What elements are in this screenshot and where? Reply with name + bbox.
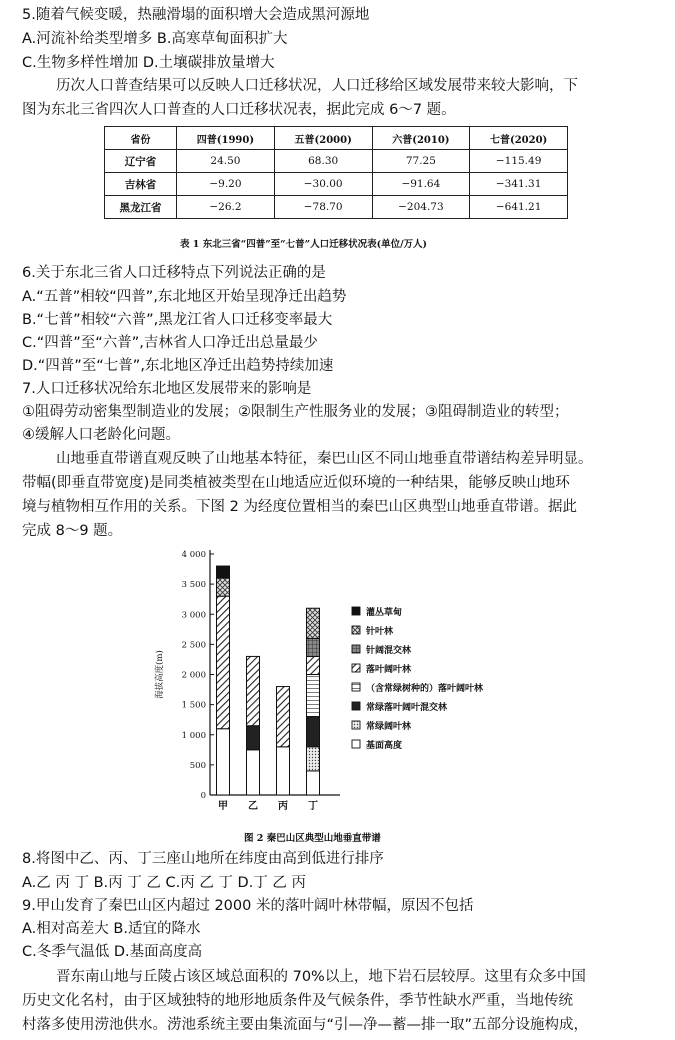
q8-stem: 8.将图中乙、丙、丁三座山地所在纬度由高到低进行排序 <box>22 851 384 867</box>
legend-swatch <box>352 645 360 653</box>
table-row <box>105 150 568 173</box>
bar-segment <box>217 578 230 596</box>
y-tick-label: 3 500 <box>181 580 206 591</box>
legend-label: 基面高度 <box>366 741 403 751</box>
y-axis-title: 海拔高度(m) <box>155 650 165 699</box>
q9-options-ab: A.相对高差大 B.适宜的降水 <box>22 921 201 937</box>
table-header-cell: 七普(2020) <box>470 127 568 150</box>
table-cell: 68.30 <box>274 150 372 173</box>
legend-label: 针叶林 <box>366 627 394 637</box>
table-cell: −204.73 <box>372 196 470 219</box>
intro3-line3: 村落多使用涝池供水。涝池系统主要由集流面与“引—净—蓄—排一取”五部分设施构成， <box>22 1017 589 1033</box>
table-cell: −641.21 <box>470 196 568 219</box>
q6-stem: 6.关于东北三省人口迁移特点下列说法正确的是 <box>22 265 326 281</box>
x-tick-label: 丙 <box>278 801 288 812</box>
bar-segment <box>247 656 260 725</box>
table-caption: 表 1 东北三省“四普”至“七普”人口迁移状况表(单位/万人) <box>180 239 428 250</box>
q5-options-cd: C.生物多样性增加 D.土壤碳排放量增大 <box>22 55 275 71</box>
intro1-line1: 历次人口普查结果可以反映人口迁移状况，人口迁移给区域发展带来较大影响，下 <box>56 78 578 94</box>
intro3-line1: 晋东南山地与丘陵占该区域总面积的 70%以上，地下岩石层较厚。这里有众多中国 <box>56 969 586 985</box>
x-tick-label: 乙 <box>248 801 258 812</box>
table-cell: −78.70 <box>274 196 372 219</box>
q9-options-cd: C.冬季气温低 D.基面高度高 <box>22 944 203 960</box>
legend-label: 落叶阔叶林 <box>366 665 412 675</box>
y-tick-label: 3 000 <box>181 610 206 621</box>
x-tick-label: 丁 <box>308 801 318 812</box>
bar-segment <box>307 656 320 674</box>
table-header-row <box>105 127 568 150</box>
q7-stem: 7.人口迁移状况给东北地区发展带来的影响是 <box>22 381 312 397</box>
q6-option-a: A.“五普”相较“四普”,东北地区开始呈现净迁出趋势 <box>22 289 347 305</box>
table-header-cell: 省份 <box>105 127 177 150</box>
table-cell: −9.20 <box>177 173 275 196</box>
table-cell: 77.25 <box>372 150 470 173</box>
table-cell: −91.64 <box>372 173 470 196</box>
y-tick-label: 4 000 <box>181 550 206 560</box>
q6-option-b: B.“七普”相较“六普”,黑龙江省人口迁移变率最大 <box>22 312 333 328</box>
table-cell: 黑龙江省 <box>105 196 177 219</box>
legend-swatch <box>352 721 360 729</box>
bar-segment <box>277 747 290 795</box>
legend-swatch <box>352 683 360 691</box>
bar-segment <box>307 675 320 717</box>
intro2-line3: 境与植物相互作用的关系。下图 2 为经度位置相当的秦巴山区典型山地垂直带谱。据此 <box>22 499 577 515</box>
legend-label: 针阔混交林 <box>366 646 412 656</box>
legend-swatch <box>352 607 360 615</box>
table-cell: 辽宁省 <box>105 150 177 173</box>
bar-segment <box>247 726 260 750</box>
intro1-line2: 图为东北三省四次人口普查的人口迁移状况表，据此完成 6～7 题。 <box>22 102 456 118</box>
table-cell: −115.49 <box>470 150 568 173</box>
bar-segment <box>307 747 320 771</box>
y-tick-label: 1 500 <box>181 700 206 711</box>
intro2-line1: 山地垂直带谱直观反映了山地基本特征，秦巴山区不同山地垂直带谱结构差异明显。 <box>56 451 593 467</box>
q7-line1: ①阻碍劳动密集型制造业的发展；②限制生产性服务业的发展；③阻碍制造业的转型； <box>22 404 569 420</box>
bar-segment <box>247 750 260 795</box>
legend-swatch <box>352 664 360 672</box>
legend-swatch <box>352 626 360 634</box>
table-header-cell: 五普(2000) <box>274 127 372 150</box>
legend-swatch <box>352 702 360 710</box>
table-cell: 吉林省 <box>105 173 177 196</box>
intro2-line4: 完成 8～9 题。 <box>22 523 123 539</box>
legend-label: 灌丛草甸 <box>366 608 403 618</box>
table-row <box>105 173 568 196</box>
x-tick-label: 甲 <box>218 801 228 812</box>
bar-segment <box>217 729 230 795</box>
bar-segment <box>307 638 320 656</box>
bar-segment <box>307 717 320 747</box>
q7-line2: ④缓解人口老龄化问题。 <box>22 427 180 443</box>
figure-caption: 图 2 秦巴山区典型山地垂直带谱 <box>244 833 381 844</box>
y-tick-label: 500 <box>189 760 206 771</box>
table-header-cell: 四普(1990) <box>177 127 275 150</box>
table-row <box>105 196 568 219</box>
legend-swatch <box>352 740 360 748</box>
table-cell: −26.2 <box>177 196 275 219</box>
q5-options-ab: A.河流补给类型增多 B.高寒草甸面积扩大 <box>22 31 288 47</box>
bar-segment <box>307 608 320 638</box>
table-cell: −341.31 <box>470 173 568 196</box>
q9-stem: 9.甲山发育了秦巴山区内超过 2000 米的落叶阔叶林带幅，原因不包括 <box>22 898 474 914</box>
q6-option-d: D.“四普”至“七普”,东北地区净迁出趋势持续加速 <box>22 358 334 374</box>
q6-option-c: C.“四普”至“六普”,吉林省人口净迁出总量最少 <box>22 335 318 351</box>
y-tick-label: 1 000 <box>181 730 206 741</box>
intro2-line2: 带幅(即垂直带宽度)是同类植被类型在山地适应近似环境的一种结果，能够反映山地环 <box>22 475 570 491</box>
intro3-line2: 历史文化名村，由于区域独特的地形地质条件及气候条件，季节性缺水严重，当地传统 <box>22 993 573 1009</box>
y-tick-label: 0 <box>200 791 206 801</box>
legend-label: （含常绿树种的）落叶阔叶林 <box>366 684 484 694</box>
migration-table <box>104 126 568 219</box>
q8-options: A.乙 丙 丁 B.丙 丁 乙 C.丙 乙 丁 D.丁 乙 丙 <box>22 875 307 891</box>
vertical-zone-chart <box>140 540 540 825</box>
bar-segment <box>217 566 230 578</box>
legend-label: 常绿落叶阔叶混交林 <box>366 703 448 713</box>
q5-stem: 5.随着气候变暖，热融滑塌的面积增大会造成黑河源地 <box>22 7 370 23</box>
legend-label: 常绿阔叶林 <box>366 722 412 732</box>
table-cell: 24.50 <box>177 150 275 173</box>
y-tick-label: 2 000 <box>181 670 206 681</box>
bar-segment <box>217 596 230 729</box>
bar-segment <box>307 771 320 795</box>
bar-segment <box>277 687 290 747</box>
table-cell: −30.00 <box>274 173 372 196</box>
y-tick-label: 2 500 <box>181 640 206 651</box>
table-header-cell: 六普(2010) <box>372 127 470 150</box>
